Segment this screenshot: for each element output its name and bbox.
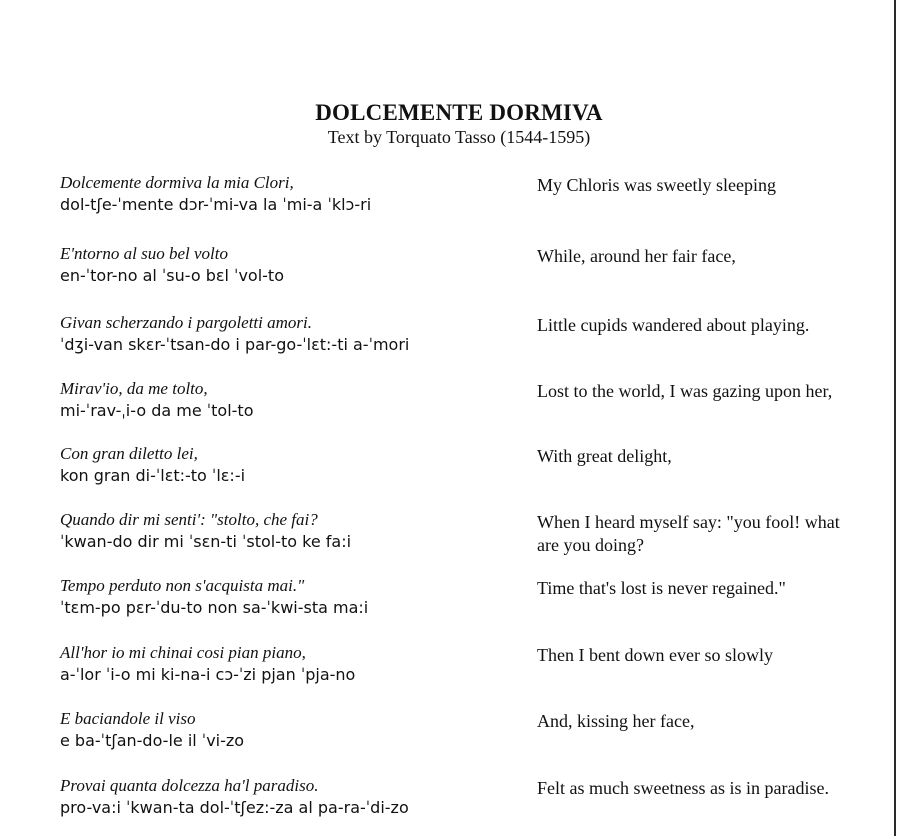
ipa-line: dol-tʃe-ˈmente dɔr-ˈmi-va la ˈmi-a ˈklɔ-ri: [60, 195, 372, 214]
italian-line: Quando dir mi senti': "stolto, che fai?: [60, 510, 318, 529]
ipa-line: a-ˈlor ˈi-o mi ki-na-i cɔ-ˈzi pjan ˈpja-no: [60, 665, 356, 684]
stanza-7: [60, 576, 860, 632]
english-translation: And, kissing her face,: [537, 711, 695, 731]
stanza-10: [60, 776, 860, 832]
english-translation: While, around her fair face,: [537, 246, 736, 266]
stanza-1: [60, 173, 860, 229]
italian-line: Tempo perduto non s'acquista mai.": [60, 576, 305, 595]
english-translation: With great delight,: [537, 446, 672, 466]
stanza-4: [60, 379, 860, 435]
english-translation: Then I bent down ever so slowly: [537, 645, 773, 665]
english-translation: My Chloris was sweetly sleeping: [537, 175, 776, 195]
italian-line: E baciandole il viso: [60, 709, 196, 728]
stanza-5: [60, 444, 860, 500]
english-translation: Time that's lost is never regained.": [537, 578, 786, 598]
italian-line: Givan scherzando i pargoletti amori.: [60, 313, 312, 332]
english-translation: When I heard myself say: "you fool! what are you doing?: [537, 512, 840, 555]
italian-line: Provai quanta dolcezza ha'l paradiso.: [60, 776, 319, 795]
ipa-line: ˈkwan-do dir mi ˈsɛn-ti ˈstol-to ke fa:i: [60, 532, 352, 551]
stanza-2: [60, 244, 860, 300]
document-header: [0, 100, 900, 148]
stanza-3: [60, 313, 860, 369]
english-translation: Little cupids wandered about playing.: [537, 315, 810, 335]
stanza-8: [60, 643, 860, 699]
ipa-line: pro-va:i ˈkwan-ta dol-ˈtʃez:-za al pa-ra-ˈdi-zo: [60, 798, 409, 817]
italian-line: Mirav'io, da me tolto,: [60, 379, 208, 398]
ipa-line: ˈdʒi-van skɛr-ˈtsan-do i par-go-ˈlɛt:-ti a-ˈmori: [60, 335, 410, 354]
stanza-6: [60, 510, 860, 566]
document-subtitle: Text by Torquato Tasso (1544-1595): [327, 127, 591, 147]
ipa-line: mi-ˈrav-ˌi-o da me ˈtol-to: [60, 401, 254, 420]
stanza-9: [60, 709, 860, 765]
ipa-line: e ba-ˈtʃan-do-le il ˈvi-zo: [60, 731, 245, 750]
italian-line: Dolcemente dormiva la mia Clori,: [60, 173, 294, 192]
english-translation: Felt as much sweetness as is in paradise.: [537, 778, 829, 798]
english-translation: Lost to the world, I was gazing upon her,: [537, 381, 833, 401]
ipa-line: ˈtɛm-po pɛr-ˈdu-to non sa-ˈkwi-sta ma:i: [60, 598, 369, 617]
document-title: DOLCEMENTE DORMIVA: [315, 100, 603, 125]
ipa-line: en-ˈtor-no al ˈsu-o bɛl ˈvol-to: [60, 266, 284, 285]
ipa-line: kon gran di-ˈlɛt:-to ˈlɛ:-i: [60, 466, 246, 485]
italian-line: E'ntorno al suo bel volto: [60, 244, 228, 263]
italian-line: Con gran diletto lei,: [60, 444, 198, 463]
italian-line: All'hor io mi chinai cosi pian piano,: [60, 643, 306, 662]
